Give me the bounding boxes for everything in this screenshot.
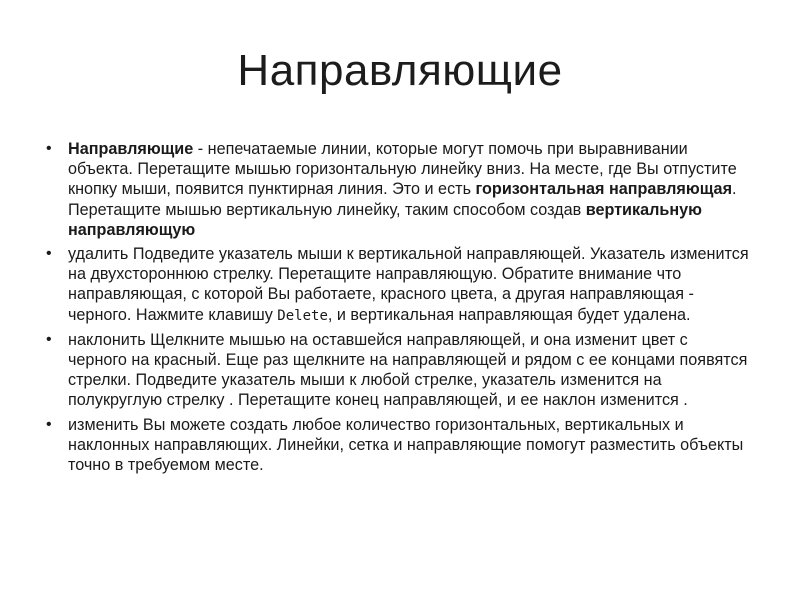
bullet-text: , и вертикальная направляющая будет удалена. <box>327 305 691 324</box>
slide-title: Направляющие <box>237 46 563 95</box>
bullet-list <box>46 139 751 479</box>
bullet-text: . Перетащите мышью вертикальную линейку, таким способом создав <box>68 180 737 219</box>
guides-term: Направляющие <box>68 140 194 158</box>
bullet-text: изменить Вы можете создать любое количество горизонтальных, вертикальных и наклонных направляющих. Линейки, сетка и направляющие помогут разместить объекты точно в требуемом месте. <box>68 415 744 475</box>
horizontal-guide-term: горизонтальная направляющая <box>475 180 733 199</box>
bullet-item-guides-definition <box>46 139 751 240</box>
bullet-text: - непечатаемые линии, которые могут помочь при выравнивании объекта. Перетащите мышью горизонтальную линейку вниз. На месте, где Вы отпустите кнопку мыши, появится пунктирная линия. Это и есть <box>68 140 737 199</box>
bullet-text: наклонить Щелкните мышью на оставшейся направляющей, и она изменит цвет с черного на красный. Еще раз щелкните на направляющей и рядом с ее концами появятся стрелки. Подведите указатель мыши к любой стрелке, указатель изменится на полукруглую стрелку . Перетащите конец направляющей, и ее наклон изменится . <box>68 330 748 410</box>
delete-key-label: Delete <box>277 307 328 324</box>
bullet-item-delete <box>46 244 751 326</box>
bullet-dot-icon: • <box>46 245 52 263</box>
bullet-item-change <box>46 415 751 476</box>
bullet-item-tilt <box>46 330 751 411</box>
bullet-dot-icon: • <box>46 140 52 157</box>
vertical-guide-term: вертикальную направляющую <box>68 200 702 239</box>
bullet-text: удалить Подведите указатель мыши к вертикальной направляющей. Указатель изменится на двухстороннюю стрелку. Перетащите направляющую. Обратите внимание что направляющая, с которой Вы работаете, красного цвета, а другая направляющая - черного. Нажмите клавишу <box>68 245 749 324</box>
bullet-dot-icon: • <box>46 415 52 433</box>
bullet-dot-icon: • <box>46 330 52 348</box>
